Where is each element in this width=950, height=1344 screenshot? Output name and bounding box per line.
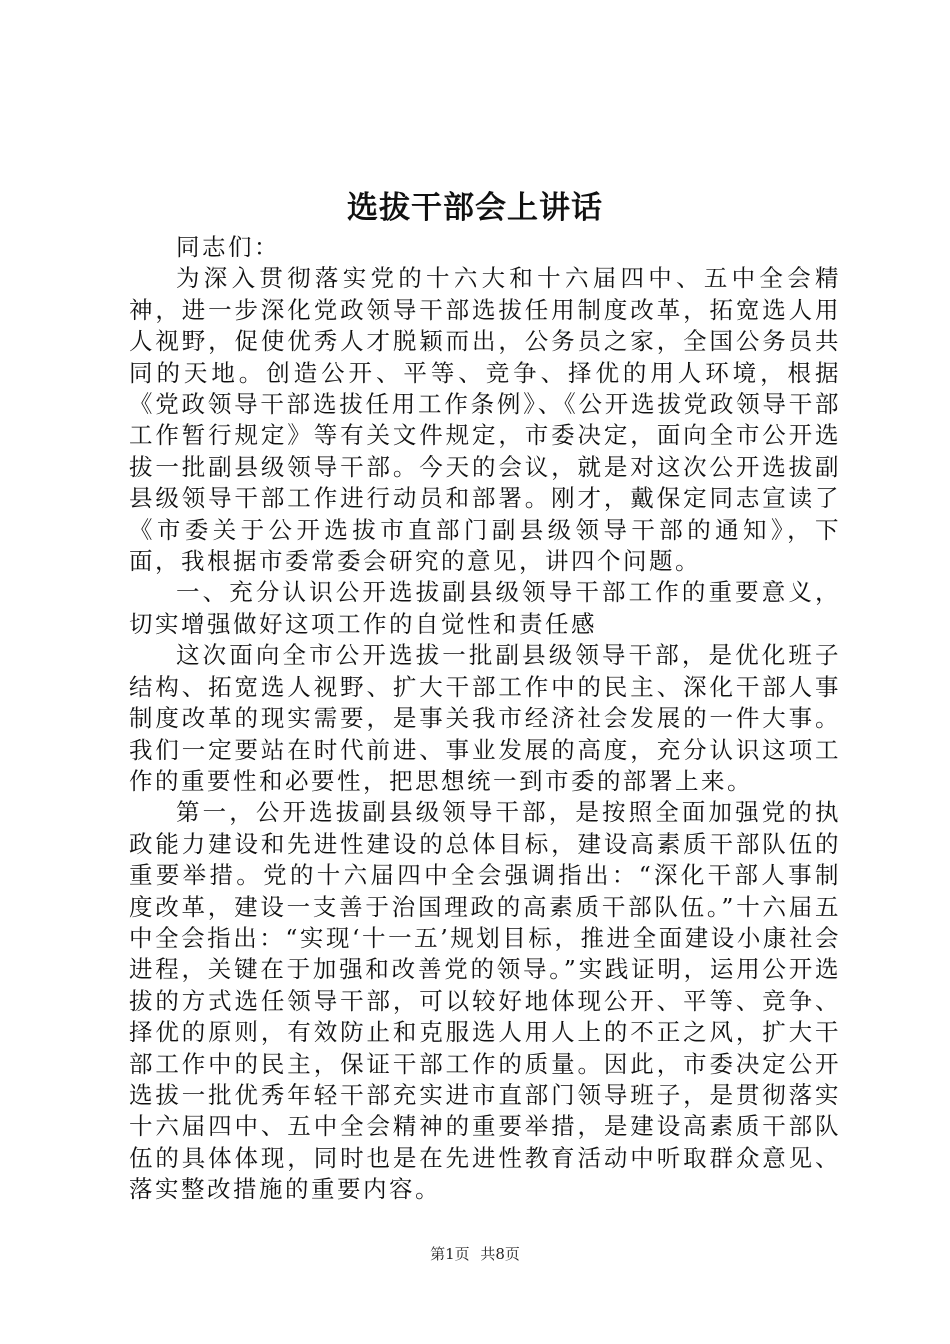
- section-heading-paragraph: 一、充分认识公开选拔副县级领导干部工作的重要意义，切实增强做好这项工作的自觉性和责任感: [129, 578, 841, 638]
- page-total: 共8页: [480, 1245, 520, 1263]
- body-paragraph: 第一，公开选拔副县级领导干部，是按照全面加强党的执政能力建设和先进性建设的总体目标，建设高素质干部队伍的重要举措。党的十六届四中全会强调指出：“深化干部人事制度改革，建设一支善于治国理政的高素质干部队伍。”十六届五中全会指出：“实现‘十一五’规划目标，推进全面建设小康社会进程，关键在于加强和改善党的领导。”实践证明，运用公开选拔的方式选任领导干部，可以较好地体现公开、平等、竞争、择优的原则，有效防止和克服选人用人上的不正之风，扩大干部工作中的民主，保证干部工作的质量。因此，市委决定公开选拔一批优秀年轻干部充实进市直部门领导班子，是贯彻落实十六届四中、五中全会精神的重要举措，是建设高素质干部队伍的具体体现，同时也是在先进性教育活动中听取群众意见、落实整改措施的重要内容。: [129, 798, 841, 1204]
- body-paragraph: 这次面向全市公开选拔一批副县级领导干部，是优化班子结构、拓宽选人视野、扩大干部工作中的民主、深化干部人事制度改革的现实需要，是事关我市经济社会发展的一件大事。我们一定要站在时代前进、事业发展的高度，充分认识这项工作的重要性和必要性，把思想统一到市委的部署上来。: [129, 641, 841, 795]
- intro-paragraph: 为深入贯彻落实党的十六大和十六届四中、五中全会精神，进一步深化党政领导干部选拔任用制度改革，拓宽选人用人视野，促使优秀人才脱颖而出，公务员之家，全国公务员共同的天地。创造公开、平等、竞争、择优的用人环境，根据《党政领导干部选拔任用工作条例》、《公开选拔党政领导干部工作暂行规定》等有关文件规定，市委决定，面向全市公开选拔一批副县级领导干部。今天的会议，就是对这次公开选拔副县级领导干部工作进行动员和部署。刚才，戴保定同志宣读了《市委关于公开选拔市直部门副县级领导干部的通知》，下面，我根据市委常委会研究的意见，讲四个问题。: [129, 264, 841, 576]
- page-footer: [0, 1244, 950, 1264]
- page-number: 第1页: [430, 1245, 470, 1263]
- salutation-paragraph: 同志们：: [176, 233, 280, 261]
- document-body: [129, 232, 841, 1206]
- document-title: 选拔干部会上讲话: [347, 190, 603, 226]
